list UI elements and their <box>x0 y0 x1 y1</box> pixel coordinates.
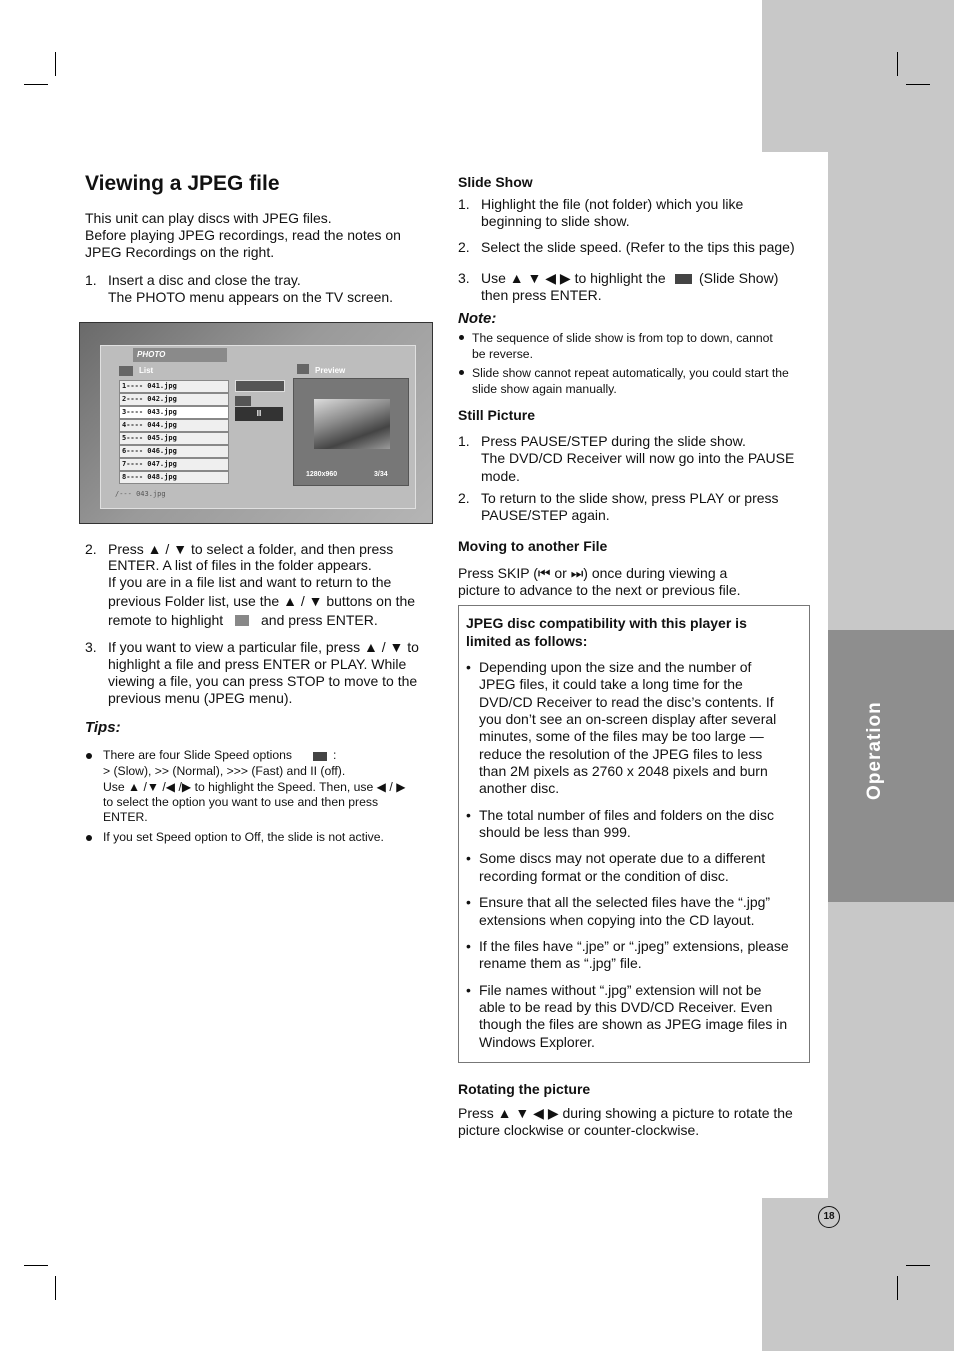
slide-step-line: Highlight the file (not folder) which you like <box>481 196 744 212</box>
file-row[interactable]: 6---- 046.jpg <box>119 445 229 458</box>
note-line: Slide show cannot repeat automatically, you could start the <box>472 366 789 380</box>
current-path: /--- 043.jpg <box>115 490 166 498</box>
step-2-line: remote to highlight <box>108 612 224 628</box>
step-number: 2. <box>458 490 470 506</box>
still-step-line: Press PAUSE/STEP during the slide show. <box>481 433 746 449</box>
bullet-icon: • <box>466 850 471 866</box>
box-line: rename them as “.jpg” file. <box>479 955 642 971</box>
box-line: than 2M pixels as 2760 x 2048 pixels and burn <box>479 763 768 779</box>
step-2-line: If you are in a file list and want to return to the <box>108 574 392 590</box>
still-step-line: To return to the slide show, press PLAY or press <box>481 490 779 506</box>
box-title: JPEG disc compatibility with this player is <box>466 615 747 631</box>
tips-heading: Tips: <box>85 719 121 736</box>
intro-line: JPEG Recordings on the right. <box>85 244 275 260</box>
crop-mark <box>24 1265 48 1266</box>
photo-menu-panel <box>100 345 416 509</box>
tip-line: > (Slow), >> (Normal), >>> (Fast) and II (off). <box>103 764 346 778</box>
box-line: Ensure that all the selected files have the “.jpg” <box>479 894 771 910</box>
step-3-line: previous menu (JPEG menu). <box>108 690 293 706</box>
note-line: The sequence of slide show is from top to down, cannot <box>472 331 773 345</box>
photo-menu-title: PHOTO <box>133 348 227 362</box>
still-step-line: mode. <box>481 468 520 484</box>
folder-list-icon <box>235 615 249 626</box>
tip-line: : <box>333 748 337 762</box>
bullet-icon <box>86 753 92 759</box>
box-title: limited as follows: <box>466 633 588 649</box>
slide-show-icon <box>675 274 692 284</box>
box-line: should be less than 999. <box>479 824 631 840</box>
list-icon <box>119 366 133 376</box>
step-3-line: If you want to view a particular file, press ▲ / ▼ to <box>108 639 419 655</box>
box-line: you don’t see an on-screen display after several <box>479 711 777 727</box>
file-row[interactable]: 7---- 047.jpg <box>119 458 229 471</box>
step-2-line: and press ENTER. <box>261 612 378 628</box>
moving-line: picture to advance to the next or previous file. <box>458 582 741 598</box>
file-row[interactable]: 3---- 043.jpg <box>119 406 229 419</box>
section-heading: Still Picture <box>458 407 536 423</box>
box-line: extensions when copying into the CD layout. <box>479 912 755 928</box>
slide-step-line: Use ▲ ▼ ◀ ▶ to highlight the <box>481 270 666 286</box>
box-line: File names without “.jpg” extension will not be <box>479 982 762 998</box>
bullet-icon <box>459 370 464 375</box>
step-number: 3. <box>458 270 470 286</box>
file-row[interactable]: 1---- 041.jpg <box>119 380 229 393</box>
preview-counter: 3/34 <box>374 471 388 478</box>
bullet-icon <box>86 835 92 841</box>
speed-button[interactable]: II <box>235 407 283 421</box>
box-line: recording format or the condition of disc. <box>479 868 729 884</box>
step-3-line: viewing a file, you can press STOP to move to the <box>108 673 418 689</box>
tip-line: to select the option you want to use and then press <box>103 795 379 809</box>
note-line: be reverse. <box>472 347 533 361</box>
list-label: List <box>139 366 154 375</box>
box-line: If the files have “.jpe” or “.jpeg” extensions, please <box>479 938 789 954</box>
preview-resolution: 1280x960 <box>306 471 338 478</box>
crop-mark <box>55 52 56 76</box>
moving-line: Press SKIP (⏮ or ⏭) once during viewing a <box>458 565 728 581</box>
note-heading: Note: <box>458 310 497 327</box>
step-2-line: previous Folder list, use the ▲ / ▼ buttons on the <box>108 593 416 609</box>
tip-line: ENTER. <box>103 810 148 824</box>
section-tab <box>828 630 954 902</box>
file-row[interactable]: 4---- 044.jpg <box>119 419 229 432</box>
step-1-line: Insert a disc and close the tray. <box>108 272 301 288</box>
page-title: Viewing a JPEG file <box>85 172 280 195</box>
crop-mark <box>55 1276 56 1300</box>
crop-mark <box>897 1276 898 1300</box>
crop-mark <box>906 1265 930 1266</box>
box-line: The total number of files and folders on the disc <box>479 807 774 823</box>
section-heading: Rotating the picture <box>458 1081 591 1097</box>
speed-icon <box>235 396 251 406</box>
preview-photo <box>314 399 390 449</box>
preview-label: Preview <box>315 366 346 375</box>
sidebar-band-top <box>762 0 954 152</box>
step-3-line: highlight a file and press ENTER or PLAY. While <box>108 656 407 672</box>
box-line: though the files are shown as JPEG image files in <box>479 1016 788 1032</box>
file-row[interactable]: 2---- 042.jpg <box>119 393 229 406</box>
preview-icon <box>297 364 309 374</box>
tip-line: There are four Slide Speed options <box>103 748 293 762</box>
rotating-line: Press ▲ ▼ ◀ ▶ during showing a picture to rotate the <box>458 1105 793 1121</box>
step-number: 2. <box>85 541 97 557</box>
photo-menu-screenshot <box>79 322 433 524</box>
section-heading: Moving to another File <box>458 538 608 554</box>
intro-line: This unit can play discs with JPEG files. <box>85 210 332 226</box>
slide-speed-icon <box>313 752 327 761</box>
crop-mark <box>24 84 48 85</box>
step-2-line: Press ▲ / ▼ to select a folder, and then press <box>108 541 394 557</box>
step-1-line: The PHOTO menu appears on the TV screen. <box>108 289 394 305</box>
box-line: able to be read by this DVD/CD Receiver. Even <box>479 999 773 1015</box>
tip-line: Use ▲ /▼ /◀ /▶ to highlight the Speed. Then, use ◀ / ▶ <box>103 780 406 794</box>
still-step-line: The DVD/CD Receiver will now go into the PAUSE <box>481 450 795 466</box>
bullet-icon: • <box>466 807 471 823</box>
section-tab-label: Operation <box>864 701 885 800</box>
box-line: Some discs may not operate due to a different <box>479 850 766 866</box>
section-heading: Slide Show <box>458 174 533 190</box>
file-row[interactable]: 5---- 045.jpg <box>119 432 229 445</box>
rotating-line: picture clockwise or counter-clockwise. <box>458 1122 700 1138</box>
step-number: 3. <box>85 639 97 655</box>
slide-step-line: Select the slide speed. (Refer to the tips this page) <box>481 239 795 255</box>
bullet-icon: • <box>466 938 471 954</box>
bullet-icon: • <box>466 894 471 910</box>
box-line: JPEG files, it could take a long time for the <box>479 676 743 692</box>
bullet-icon <box>459 335 464 340</box>
note-line: slide show again manually. <box>472 382 617 396</box>
box-line: Windows Explorer. <box>479 1034 595 1050</box>
crop-mark <box>897 52 898 76</box>
step-number: 2. <box>458 239 470 255</box>
step-2-line: ENTER. A list of files in the folder appears. <box>108 557 372 573</box>
box-line: DVD/CD Receiver to read the disc’s contents. If <box>479 694 774 710</box>
slideshow-button[interactable] <box>235 380 285 392</box>
crop-mark <box>906 84 930 85</box>
intro-line: Before playing JPEG recordings, read the notes on <box>85 227 401 243</box>
page-number: 18 <box>818 1206 840 1228</box>
step-number: 1. <box>458 433 470 449</box>
box-line: Depending upon the size and the number of <box>479 659 752 675</box>
sidebar-band-bottom <box>762 1198 954 1351</box>
box-line: minutes, some of the files may be too large — <box>479 728 764 744</box>
step-number: 1. <box>458 196 470 212</box>
file-row[interactable]: 8---- 048.jpg <box>119 471 229 484</box>
box-line: another disc. <box>479 780 560 796</box>
slide-step-line: beginning to slide show. <box>481 213 630 229</box>
still-step-line: PAUSE/STEP again. <box>481 507 610 523</box>
preview-frame <box>293 378 409 486</box>
bullet-icon: • <box>466 982 471 998</box>
slide-step-line: (Slide Show) <box>699 270 779 286</box>
slide-step-line: then press ENTER. <box>481 287 602 303</box>
tip-line: If you set Speed option to Off, the slide is not active. <box>103 830 384 844</box>
bullet-icon: • <box>466 659 471 675</box>
box-line: reduce the resolution of the JPEG files to less <box>479 746 763 762</box>
step-number: 1. <box>85 272 97 288</box>
